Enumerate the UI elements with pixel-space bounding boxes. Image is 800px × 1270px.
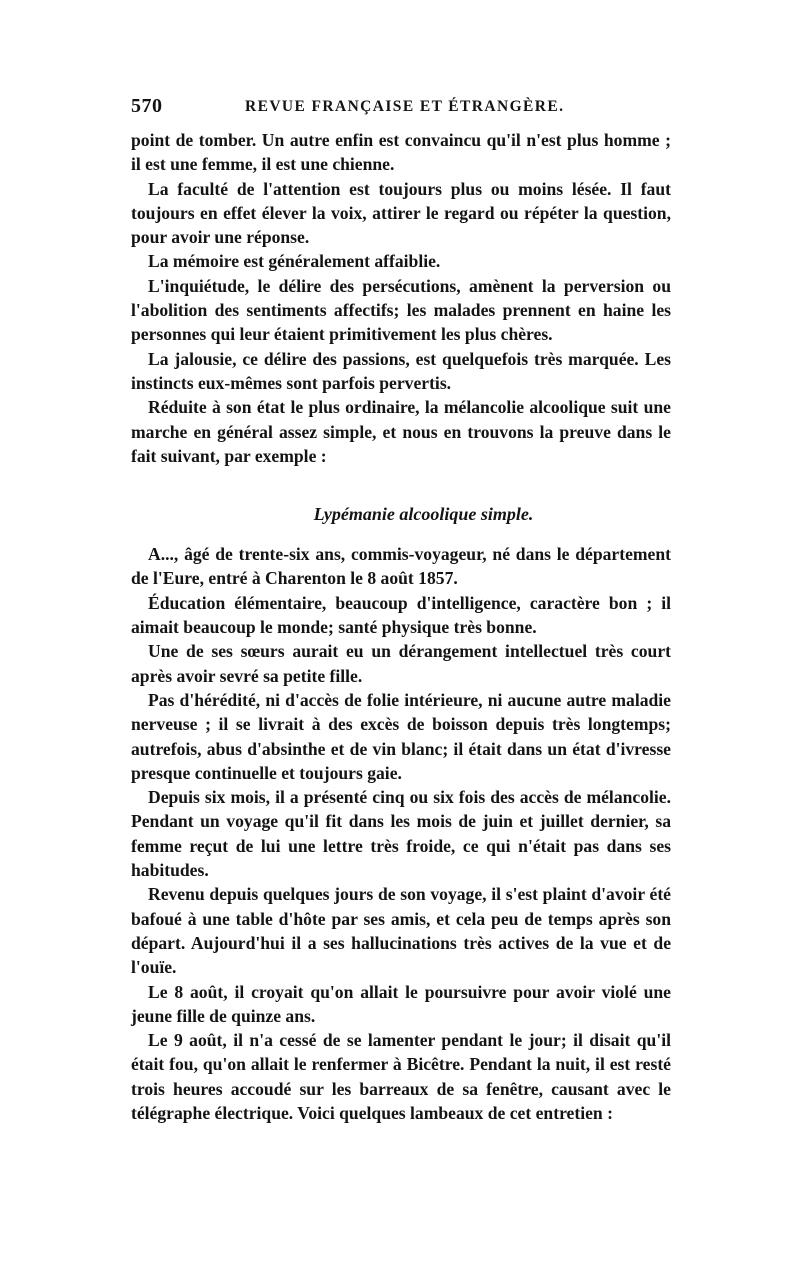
paragraph: Réduite à son état le plus ordinaire, la mélancolie alcoolique suit une marche en général assez simple, et nous en trouvons la preuve dans le fait suivant, par exemple :	[131, 397, 671, 466]
paragraph: Revenu depuis quelques jours de son voyage, il s'est plaint d'avoir été bafoué à une table d'hôte par ses amis, et cela peu de temps après son départ. Aujourd'hui il a ses hallucinations très actives de la vue et de l'ouïe.	[131, 884, 671, 978]
paragraph: La jalousie, ce délire des passions, est quelquefois très marquée. Les instincts eux-mêmes sont parfois pervertis.	[131, 348, 671, 393]
paragraph: Une de ses sœurs aurait eu un dérangement intellectuel très court après avoir sevré sa petite fille.	[131, 641, 671, 686]
paragraph: Le 8 août, il croyait qu'on allait le poursuivre pour avoir violé une jeune fille de quinze ans.	[131, 981, 671, 1026]
running-title: REVUE FRANÇAISE ET ÉTRANGÈRE.	[245, 98, 565, 115]
paragraph: Depuis six mois, il a présenté cinq ou six fois des accès de mélancolie. Pendant un voyage qu'il fit dans les mois de juin et juillet dernier, sa femme reçut de lui une lettre très froide, ce qui n'était pas dans ses habitudes.	[131, 787, 671, 881]
page-header	[131, 95, 671, 119]
paragraph: L'inquiétude, le délire des persécutions, amènent la perversion ou l'abolition des sentiments affectifs; les malades prennent en haine les personnes qui leur étaient primitivement les plus chères.	[131, 275, 671, 345]
paragraph: Le 9 août, il n'a cessé de se lamenter pendant le jour; il disait qu'il était fou, qu'on allait le renfermer à Bicêtre. Pendant la nuit, il est resté trois heures accoudé sur les barreaux de sa fenêtre, causant avec le télégraphe électrique. Voici quelques lambeaux de cet entretien :	[131, 1030, 671, 1123]
paragraph: A..., âgé de trente-six ans, commis-voyageur, né dans le département de l'Eure, entré à Charenton le 8 août 1857.	[131, 544, 671, 589]
body-text	[131, 128, 671, 1125]
paragraph: point de tomber. Un autre enfin est convaincu qu'il n'est plus homme ; il est une femme, il est une chienne.	[131, 130, 671, 175]
section-title: Lypémanie alcoolique simple.	[313, 504, 534, 525]
paragraph: La faculté de l'attention est toujours plus ou moins lésée. Il faut toujours en effet élever la voix, attirer le regard ou répéter la question, pour avoir une réponse.	[131, 178, 671, 248]
page-number: 570	[131, 95, 163, 117]
paragraph: La mémoire est généralement affaiblie.	[148, 251, 441, 272]
paragraph: Éducation élémentaire, beaucoup d'intelligence, caractère bon ; il aimait beaucoup le monde; santé physique très bonne.	[131, 592, 671, 638]
paragraph: Pas d'hérédité, ni d'accès de folie intérieure, ni aucune autre maladie nerveuse ; il se livrait à des excès de boisson depuis très longtemps; autrefois, abus d'absinthe et de vin blanc; il était dans un état d'ivresse presque continuelle et toujours gaie.	[131, 689, 671, 783]
